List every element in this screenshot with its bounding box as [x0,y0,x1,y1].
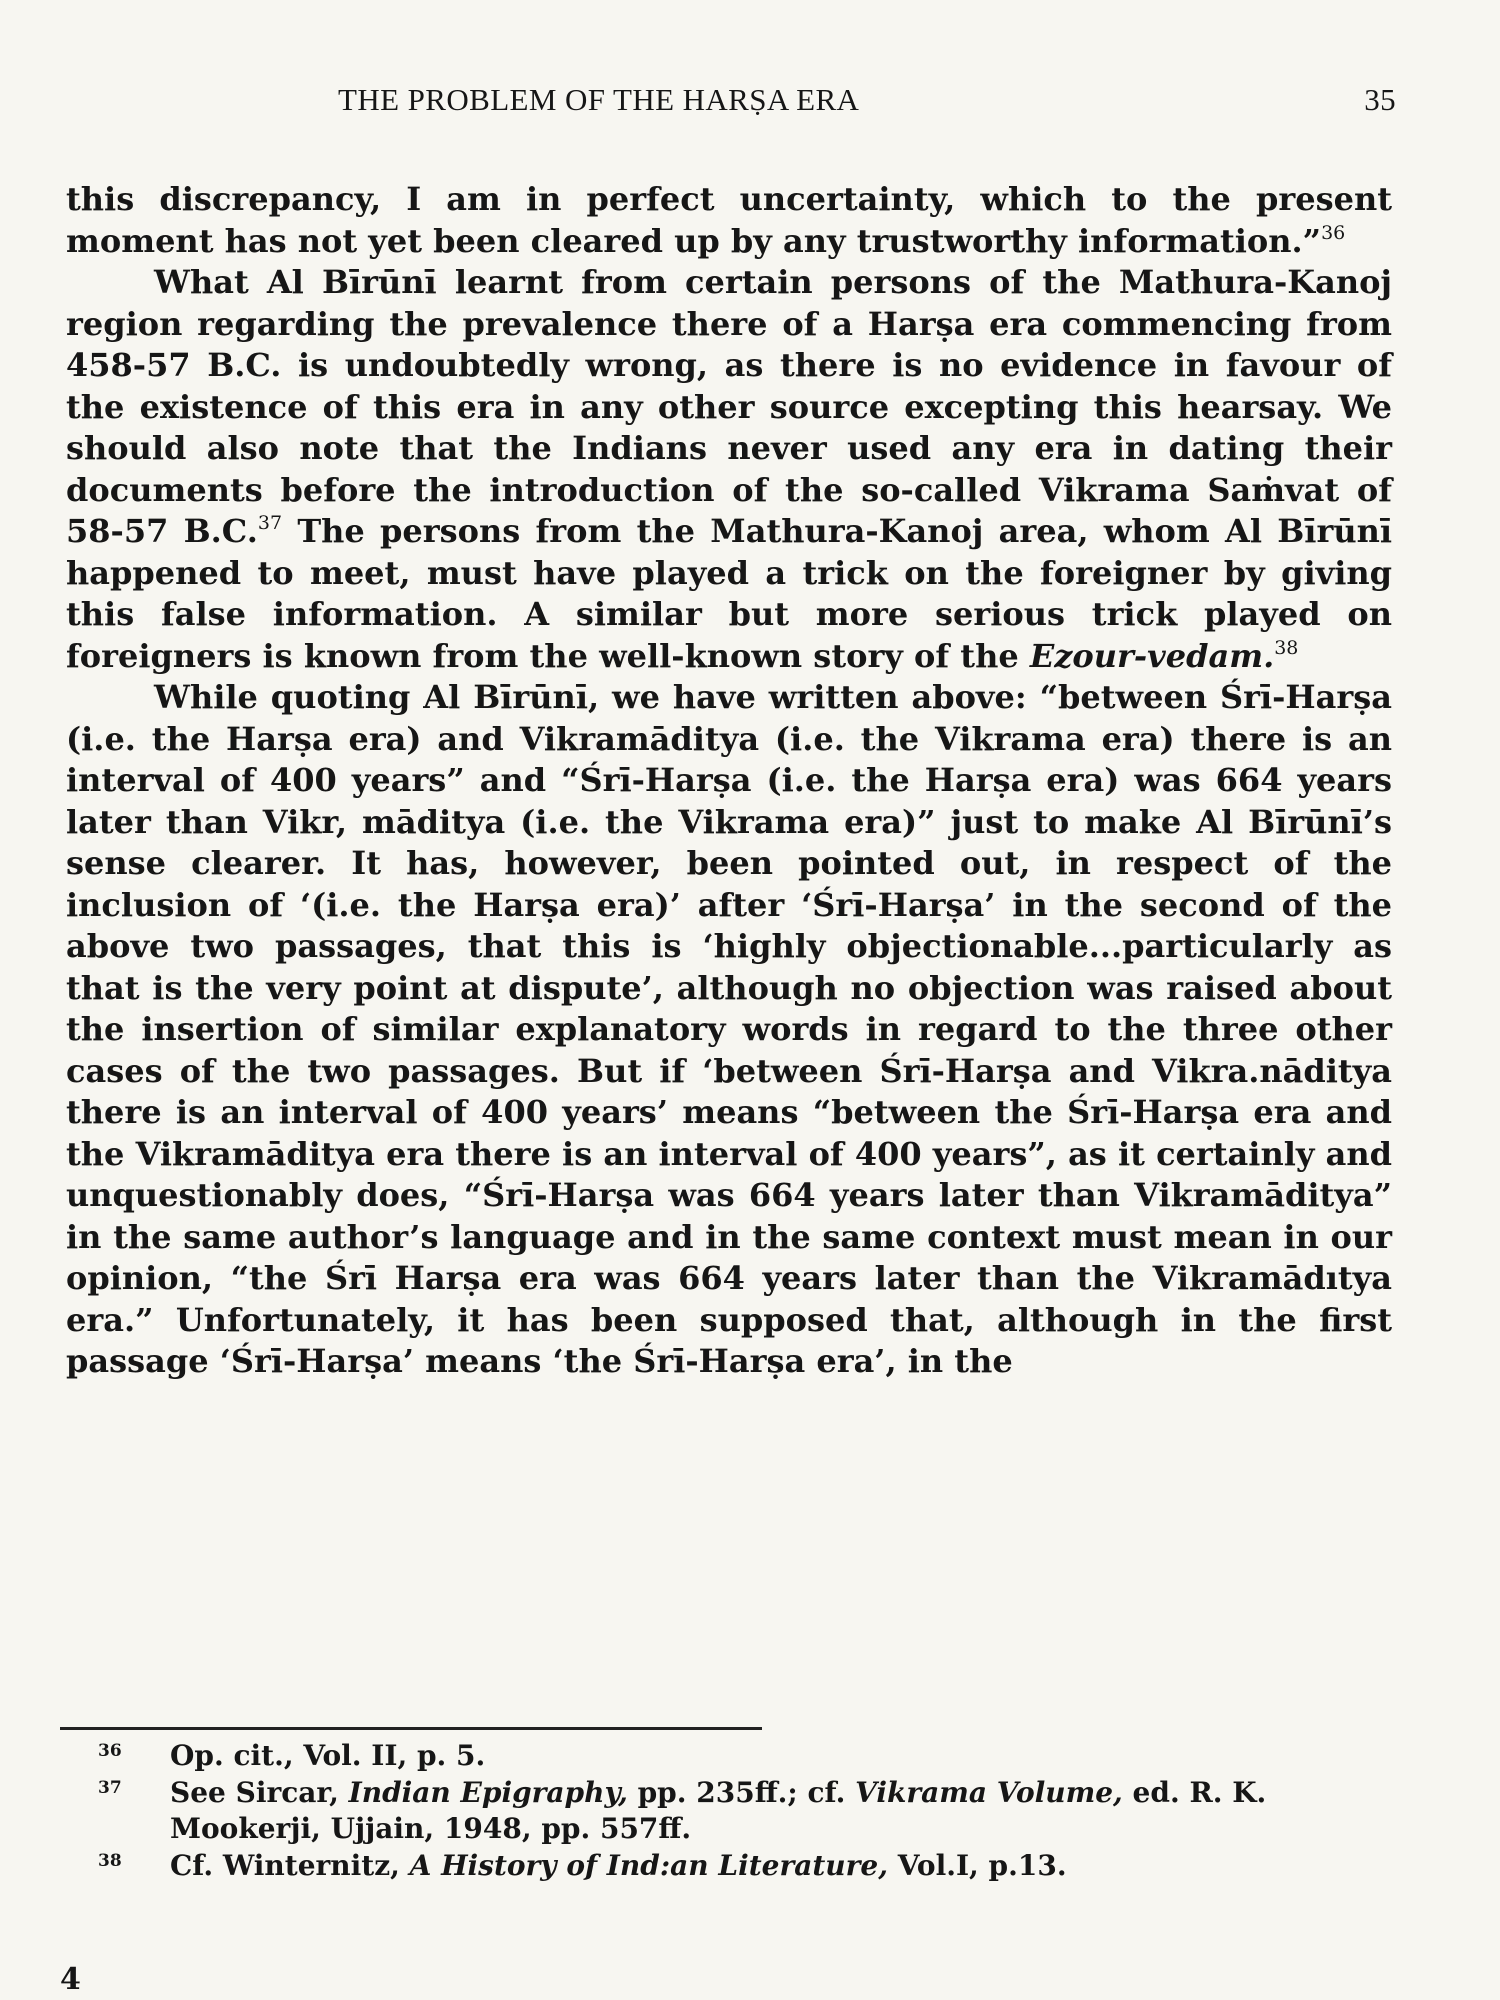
footnote-text: Cf. Winternitz, [170,1848,410,1882]
footnote-text: See Sircar, [170,1775,349,1809]
signature-mark: 4 [60,1962,81,1997]
footnote-mark: 37 [98,1777,122,1798]
footnote-italic-title: Indian Epigraphy, [348,1775,628,1809]
paragraph-2-text-a: What Al Bīrūnī learnt from certain persons of the Mathura-Kanoj region regarding the prevalence there of a Harṣa era commencing from 458-57 B.C. is undoubtedly wrong, as there is no evidence in favour of the existence of this era in any other source excepting this hearsay. We should also note that the Indians never used any era in dating their documents before the introduction of the so-called Vikrama Saṁvat of 58-57 B.C. [66,263,1392,550]
footnote-38 [98,1848,1398,1885]
footnote-mark: 36 [98,1741,122,1761]
footnote-ref-37: 37 [257,512,283,534]
paragraph-1-text: this discrepancy, I am in perfect uncertainty, which to the present moment has not yet been cleared up by any trustworthy information.” [66,180,1392,260]
paragraph-1 [66,179,1392,262]
footnote-text: Vol.I, p.13. [887,1848,1067,1882]
running-header [60,82,1396,122]
footnote-36 [98,1738,1398,1775]
footnote-italic-title: Vikrama Volume, [855,1775,1123,1809]
footnote-mark: 38 [98,1850,122,1871]
footnote-ref-36: 36 [1321,221,1346,244]
footnote-divider [60,1727,762,1730]
footnote-37 [98,1775,1398,1848]
paragraph-3 [66,677,1392,1383]
paragraph-2 [66,262,1392,677]
running-title: THE PROBLEM OF THE HARṢA ERA [338,82,860,117]
footnote-text: pp. 235ff.; cf. [627,1775,856,1809]
ezour-vedam-title: Ezour-vedam. [1029,636,1275,675]
footnotes [98,1738,1398,1884]
paragraph-3-text: While quoting Al Bīrūnī, we have written above: “between Śrī-Harṣa (i.e. the Harṣa era) and Vikramāditya (i.e. the Vikrama era) there is an interval of 400 years” and “Śrī-Harṣa (i.e. the Harṣa era) was 664 years later than Vikr, māditya (i.e. the Vikrama era)” just to make Al Bīrūnī’s sense clearer. It has, however, been pointed out, in respect of the inclusion of ‘(i.e. the Harṣa era)’ after ‘Śrī-Harṣa’ in the second of the above two passages, that this is ‘highly objectionable...particularly as that is the very point at dispute’, although no objection was raised about the insertion of similar explanatory words in regard to the three other cases of the two passages. But if ‘between Śrī-Harṣa and Vikra.nāditya there is an interval of 400 years’ means “between the Śrī-Harṣa era and the Vikramāditya era there is an interval of 400 years”, as it certainly and unquestionably does, “Śrī-Harṣa was 664 years later than Vikramāditya” in the same author’s language and in the same context must mean in our opinion, “the Śrī Harṣa era was 664 years later than the Vikramādıtya era.” Unfortunately, it has been supposed that, although in the first passage ‘Śrī-Harṣa’ means ‘the Śrī-Harṣa era’, in the [66,678,1392,1380]
footnote-text: ed. R. K. Mookerji, Ujjain, 1948, pp. 557ff. [170,1775,1267,1845]
footnote-italic-title: A History of Ind:an Literature, [409,1848,888,1882]
main-text [66,179,1392,1383]
footnote-text: Op. cit., Vol. II, p. 5. [170,1739,486,1772]
page-number: 35 [1364,82,1396,117]
footnote-ref-38: 38 [1274,636,1299,659]
paragraph-2-text-b: The persons from the Mathura-Kanoj area, whom Al Bīrūnī happened to meet, must have played a trick on the foreigner by giving this false information. A similar but more serious trick played on foreigners is known from the well-known story of the [66,512,1393,675]
